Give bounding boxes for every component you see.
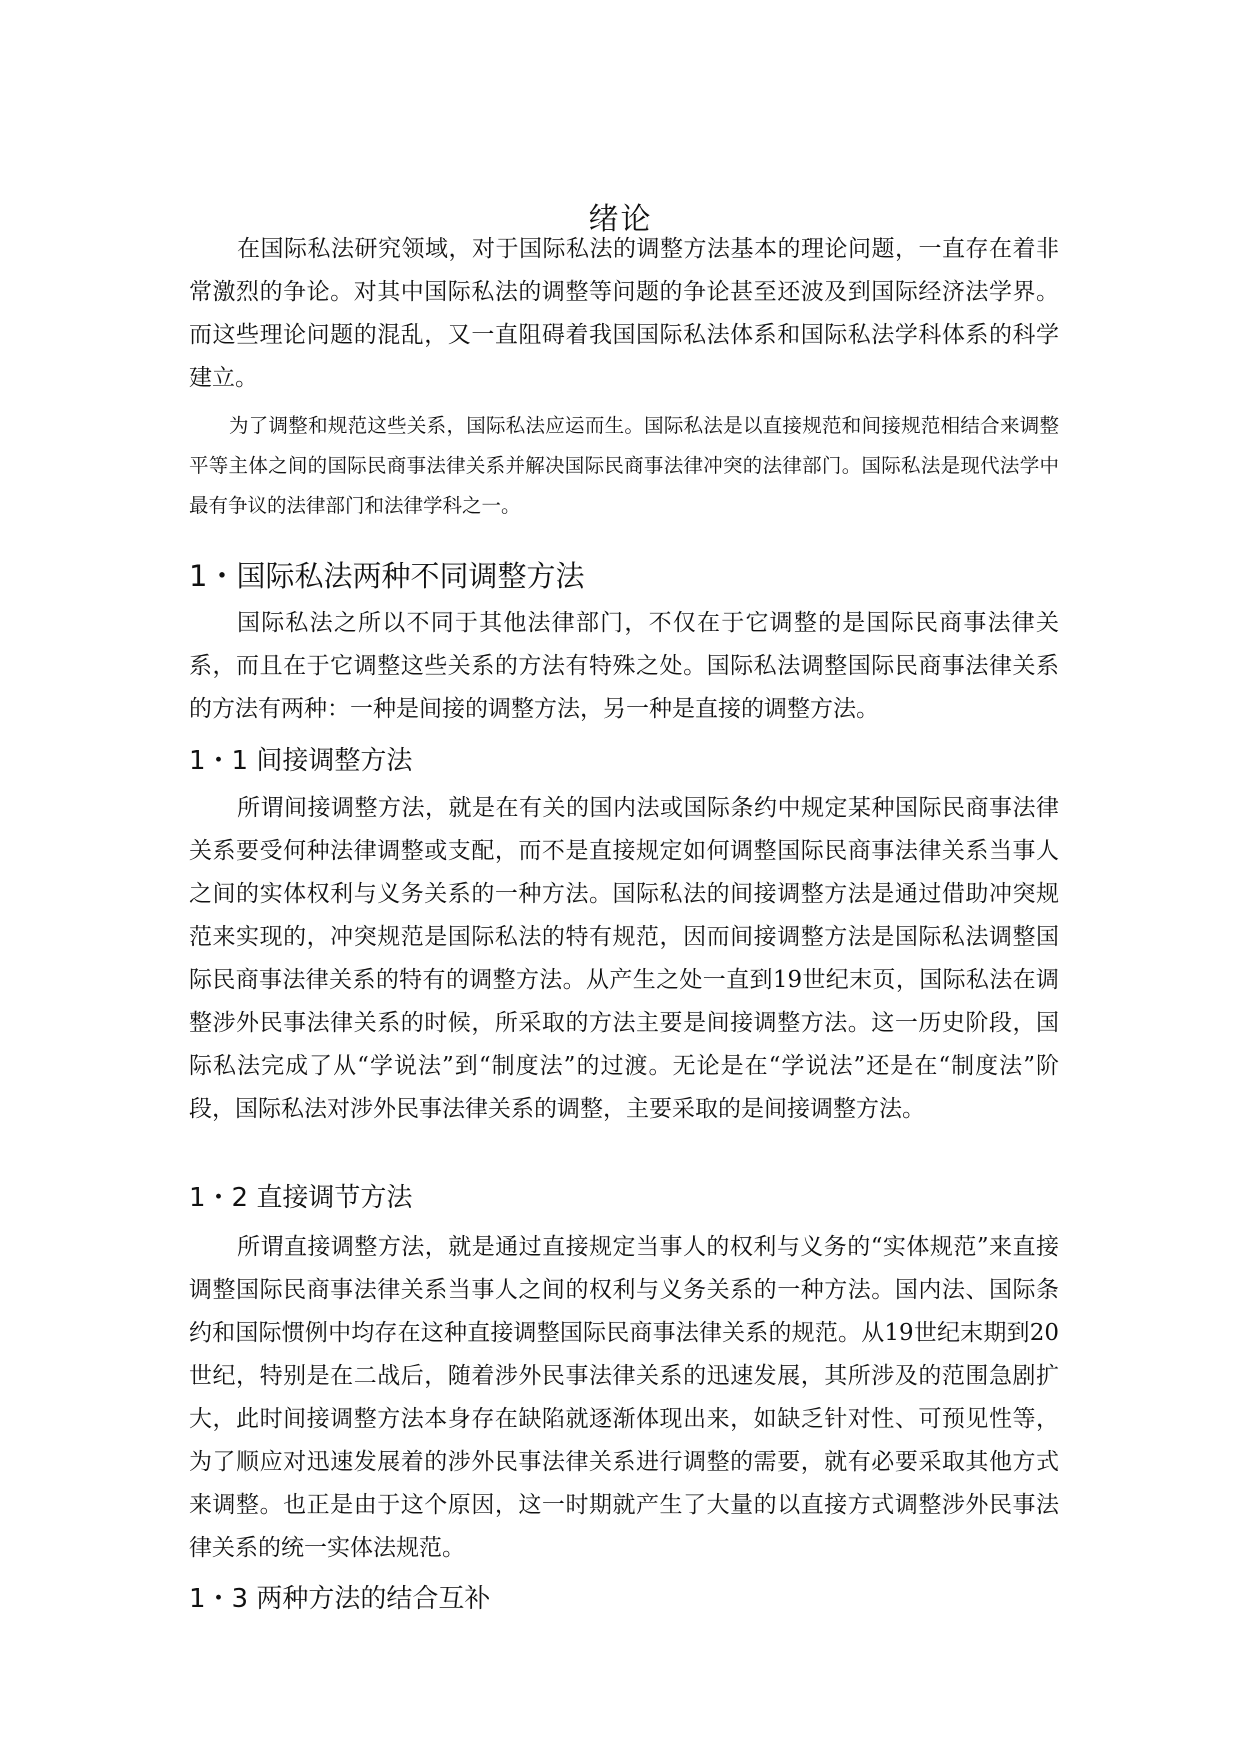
section-1-2-paragraph: 所谓直接调整方法，就是通过直接规定当事人的权利与义务的“实体规范”来直接调整国际民商事法律关系当事人之间的权利与义务关系的一种方法。国内法、国际条约和国际惯例中均存在这种直接调整国际民商事法律关系的规范。从19世纪末期到20世纪，特别是在二战后，随着涉外民事法律关系的迅速发展，其所涉及的范围急剧扩大，此时间接调整方法本身存在缺陷就逐渐体现出来，如缺乏针对性、可预见性等，为了顺应对迅速发展着的涉外民事法律关系进行调整的需要，就有必要采取其他方式来调整。也正是由于这个原因，这一时期就产生了大量的以直接方式调整涉外民事法律关系的统一实体法规范。	[189, 1234, 1059, 1561]
section-1-heading: 1・国际私法两种不同调整方法	[189, 559, 585, 593]
section-1-3-heading: 1・3 两种方法的结合互补	[189, 1584, 491, 1614]
page-title: 绪论	[588, 202, 653, 237]
intro-paragraph-1: 在国际私法研究领域，对于国际私法的调整方法基本的理论问题，一直存在着非常激烈的争论。对其中国际私法的调整等问题的争论甚至还波及到国际经济法学界。而这些理论问题的混乱，又一直阻碍着我国国际私法体系和国际私法学科体系的科学建立。	[189, 236, 1059, 391]
intro-paragraph-2: 为了调整和规范这些关系，国际私法应运而生。国际私法是以直接规范和间接规范相结合来调整平等主体之间的国际民商事法律关系并解决国际民商事法律冲突的法律部门。国际私法是现代法学中最有争议的法律部门和法律学科之一。	[189, 414, 1059, 517]
section-1-2-heading: 1・2 直接调节方法	[189, 1183, 413, 1213]
section-1-1-heading: 1・1 间接调整方法	[189, 746, 413, 776]
section-1-paragraph: 国际私法之所以不同于其他法律部门，不仅在于它调整的是国际民商事法律关系，而且在于它调整这些关系的方法有特殊之处。国际私法调整国际民商事法律关系的方法有两种：一种是间接的调整方法，另一种是直接的调整方法。	[189, 610, 1059, 722]
section-1-1-paragraph: 所谓间接调整方法，就是在有关的国内法或国际条约中规定某种国际民商事法律关系要受何种法律调整或支配，而不是直接规定如何调整国际民商事法律关系当事人之间的实体权利与义务关系的一种方法。国际私法的间接调整方法是通过借助冲突规范来实现的，冲突规范是国际私法的特有规范，因而间接调整方法是国际私法调整国际民商事法律关系的特有的调整方法。从产生之处一直到19世纪末页，国际私法在调整涉外民事法律关系的时候，所采取的方法主要是间接调整方法。这一历史阶段，国际私法完成了从“学说法”到“制度法”的过渡。无论是在“学说法”还是在“制度法”阶段，国际私法对涉外民事法律关系的调整，主要采取的是间接调整方法。	[189, 795, 1059, 1122]
